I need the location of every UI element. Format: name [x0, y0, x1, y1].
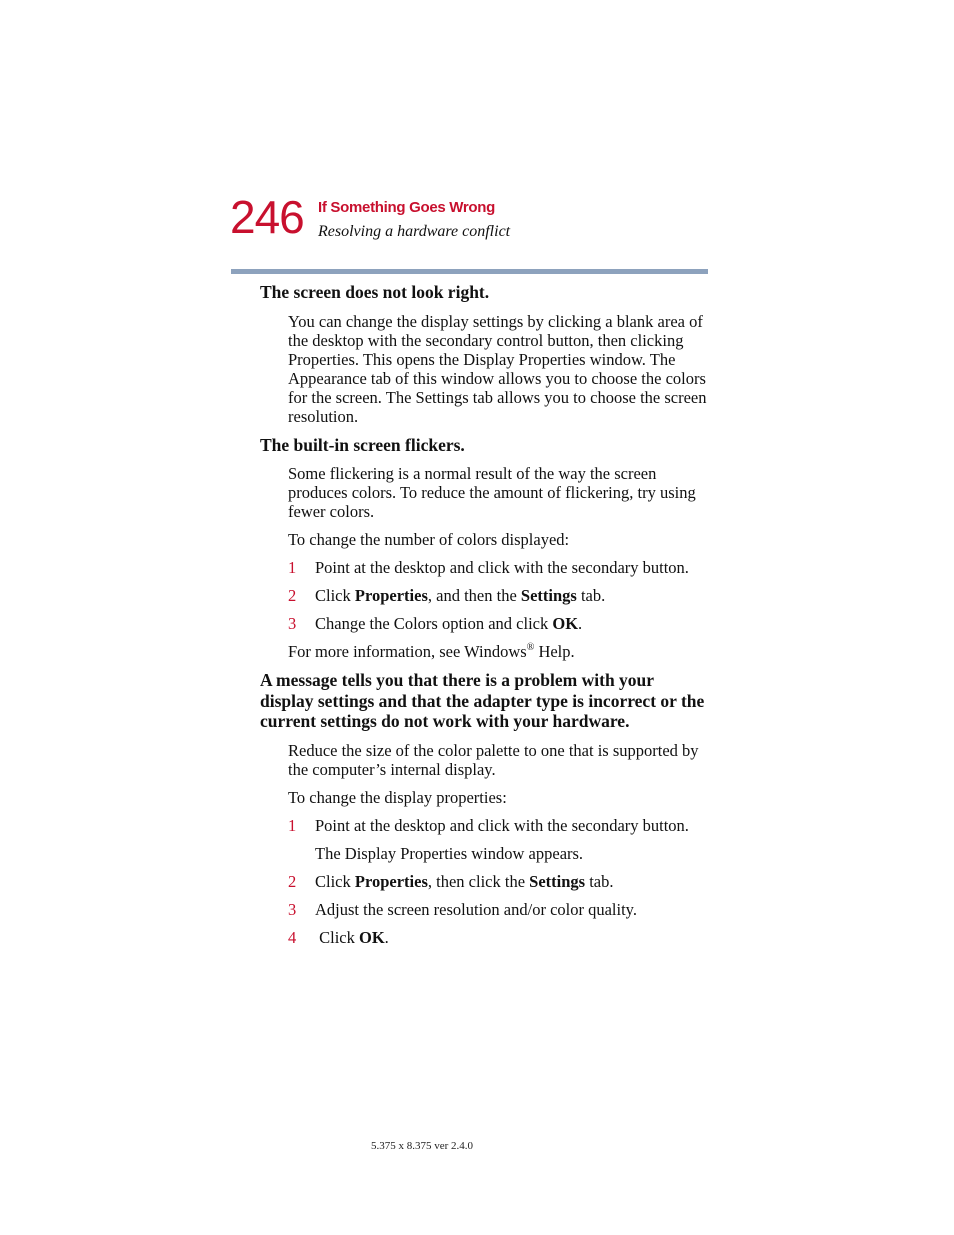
header-rule: [231, 269, 708, 274]
step-item: [288, 558, 710, 577]
paragraph-flickering: Some flickering is a normal result of the way the screen produces colors. To reduce the amount of flickering, try using fewer colors.: [288, 464, 696, 521]
bold-term: OK: [552, 614, 579, 633]
page-content: [260, 282, 710, 956]
step-note: The Display Properties window appears.: [315, 843, 584, 863]
step-item: [288, 928, 710, 947]
step-number: 2: [288, 871, 297, 891]
step-text: Click Properties, then click the Settings tab.: [315, 871, 614, 891]
step-number: 1: [288, 815, 297, 835]
heading-screen-flickers: The built-in screen flickers.: [260, 434, 465, 455]
section-title: Resolving a hardware conflict: [318, 223, 511, 240]
footer-version: 5.375 x 8.375 ver 2.4.0: [371, 1140, 474, 1152]
step-text: Change the Colors option and click OK.: [315, 614, 583, 633]
paragraph-change-properties-intro: To change the display properties:: [288, 787, 507, 807]
paragraph-change-colors-intro: To change the number of colors displayed:: [288, 530, 570, 549]
paragraph-reduce-palette: Reduce the size of the color palette to one that is supported by the computer’s internal display.: [288, 740, 699, 779]
heading-screen-not-right: The screen does not look right.: [260, 282, 490, 302]
step-number: 3: [288, 899, 297, 919]
chapter-title: If Something Goes Wrong: [318, 199, 495, 216]
page-number: 246: [230, 191, 304, 243]
paragraph-more-info: For more information, see Windows® Help.: [288, 642, 575, 661]
step-item: [288, 900, 710, 919]
paragraph-display-settings: You can change the display settings by clicking a blank area of the desktop with the secondary control button, then clicking Properties. This opens the Display Properties window. The Appearance tab of this window allows you to choose the colors for the screen. The Settings tab allows you to choose the screen resolution.: [288, 311, 707, 426]
step-item: [288, 816, 710, 835]
step-number: 4: [288, 927, 297, 947]
step-text: Click Properties, and then the Settings tab.: [315, 586, 606, 605]
step-text: Adjust the screen resolution and/or color quality.: [315, 899, 637, 919]
heading-adapter-message: A message tells you that there is a problem with your display settings and that the adapter type is incorrect or the current settings do not work with your hardware.: [260, 670, 705, 731]
step-text: Point at the desktop and click with the secondary button.: [315, 558, 689, 577]
registered-mark: ®: [526, 642, 535, 653]
bold-term: Properties: [354, 871, 428, 891]
step-text: Point at the desktop and click with the secondary button.: [315, 815, 689, 835]
bold-term: Settings: [520, 586, 577, 605]
step-item: [288, 614, 710, 633]
step-text: Click OK.: [315, 927, 389, 947]
step-item: [288, 586, 710, 605]
bold-term: Settings: [529, 871, 586, 891]
step-item: [288, 872, 710, 891]
bold-term: OK: [359, 927, 385, 947]
step-number: 3: [288, 614, 297, 633]
step-number: 2: [288, 586, 297, 605]
bold-term: Properties: [354, 586, 428, 605]
step-number: 1: [288, 558, 297, 577]
